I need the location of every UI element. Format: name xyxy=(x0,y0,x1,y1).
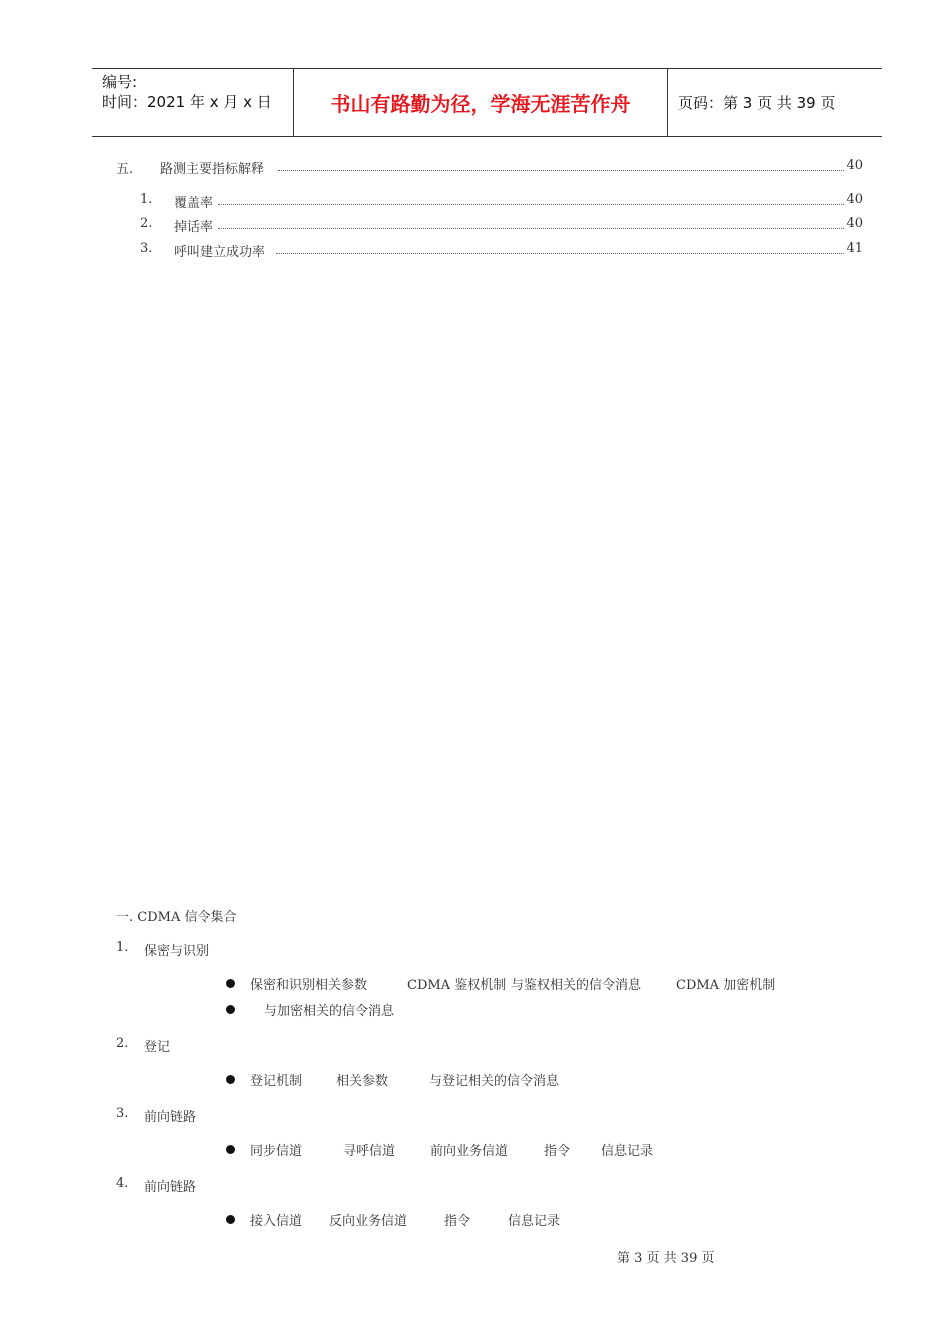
section-title: 保密与识别 xyxy=(144,944,210,959)
bullet-text: 同步信道 xyxy=(250,1144,303,1159)
bullet-text: 前向业务信道 xyxy=(430,1144,509,1159)
section-number: 3. xyxy=(116,1106,129,1121)
toc-number: 1. xyxy=(140,192,153,207)
bullet-item xyxy=(0,1210,950,1228)
section-number: 2. xyxy=(116,1036,129,1051)
section-number: 4. xyxy=(116,1176,129,1191)
toc-title: 掉话率 xyxy=(174,220,214,235)
bullet-text: 信息记录 xyxy=(601,1144,654,1159)
section-heading xyxy=(116,940,210,959)
bullet-text: CDMA 加密机制 xyxy=(676,978,776,993)
toc-leader xyxy=(218,216,844,229)
toc-page: 40 xyxy=(846,216,863,231)
bullet-text: 反向业务信道 xyxy=(329,1214,408,1229)
bullet-icon xyxy=(226,979,235,988)
toc-entry[interactable] xyxy=(0,158,950,176)
bullet-text: 寻呼信道 xyxy=(343,1144,396,1159)
bullet-text: 保密和识别相关参数 xyxy=(250,978,368,993)
section-number: 1. xyxy=(116,940,129,955)
toc-title: 呼叫建立成功率 xyxy=(174,245,266,260)
toc-number: 五. xyxy=(116,162,134,177)
bullet-icon xyxy=(226,1215,235,1224)
toc-page: 40 xyxy=(846,158,863,173)
bullet-text: 与鉴权相关的信令消息 xyxy=(511,978,642,993)
section-heading xyxy=(116,1176,197,1195)
bullet-text: 指令 xyxy=(544,1144,571,1159)
toc-entry[interactable] xyxy=(0,216,950,234)
section-title: 前向链路 xyxy=(144,1180,197,1195)
toc-leader xyxy=(218,192,844,205)
header-page-info: 页码：第 3 页 共 39 页 xyxy=(678,94,836,112)
toc-title: 路测主要指标解释 xyxy=(160,162,265,177)
toc-title: 覆盖率 xyxy=(174,196,214,211)
bullet-text: 相关参数 xyxy=(336,1074,389,1089)
toc-page: 41 xyxy=(846,241,863,256)
bullet-icon xyxy=(226,1075,235,1084)
number-label: 编号: xyxy=(102,73,138,91)
bullet-item xyxy=(0,1140,950,1158)
bullet-item xyxy=(0,974,950,992)
page-footer: 第 3 页 共 39 页 xyxy=(617,1251,715,1266)
bullet-text: 接入信道 xyxy=(250,1214,303,1229)
page-header xyxy=(92,68,882,137)
section-title: 前向链路 xyxy=(144,1110,197,1125)
bullet-text: 指令 xyxy=(444,1214,471,1229)
header-meta-cell xyxy=(92,69,294,136)
bullet-text: 与加密相关的信令消息 xyxy=(264,1004,395,1019)
bullet-item xyxy=(0,1000,950,1018)
chapter-title: 一. CDMA 信令集合 xyxy=(116,910,237,925)
toc-number: 2. xyxy=(140,216,153,231)
section-heading xyxy=(116,1036,171,1055)
toc-leader xyxy=(278,158,844,171)
toc-entry[interactable] xyxy=(0,192,950,210)
section-title: 登记 xyxy=(144,1040,171,1055)
bullet-text: CDMA 鉴权机制 xyxy=(407,978,507,993)
bullet-text: 信息记录 xyxy=(508,1214,561,1229)
toc-entry[interactable] xyxy=(0,241,950,259)
toc-number: 3. xyxy=(140,241,153,256)
bullet-text: 登记机制 xyxy=(250,1074,303,1089)
bullet-icon xyxy=(226,1005,235,1014)
header-motto: 书山有路勤为径，学海无涯苦作舟 xyxy=(294,69,668,136)
time-label: 时间：2021 年 x 月 x 日 xyxy=(102,93,272,111)
toc-page: 40 xyxy=(846,192,863,207)
section-heading xyxy=(116,1106,197,1125)
bullet-text: 与登记相关的信令消息 xyxy=(429,1074,560,1089)
bullet-item xyxy=(0,1070,950,1088)
bullet-icon xyxy=(226,1145,235,1154)
toc-leader xyxy=(276,241,844,254)
